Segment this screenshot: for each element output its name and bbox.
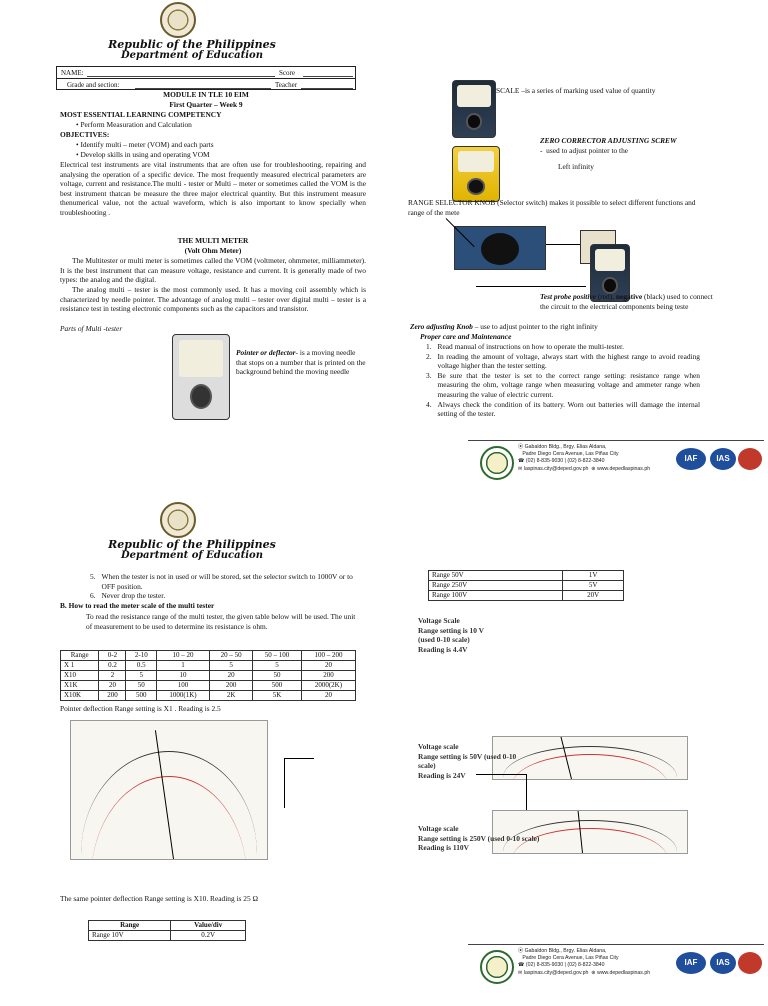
table-cell: 5 [126,671,157,681]
table-header-row [89,921,246,931]
score-field[interactable] [303,76,353,77]
table-cell: 1V [563,571,624,581]
footer-address-1: ⦿ Gabaldon Bldg., Brgy. Elias Aldana, [518,948,607,954]
multimeter-title: THE MULTI METER [177,236,249,245]
table-header-cell: 10 – 20 [157,651,210,661]
objective-item: • Develop skills in using and operating VOM [76,150,210,159]
module-page-1 [0,0,768,498]
table-cell: 2 [99,671,126,681]
multimeter-paragraph-1: The Multitester or multi meter is sometimes called the VOM (voltmeter, ohmmeter, milliammeter). It is the best instrument that can measure voltage, resistance and current. It is generally made of two types: the analog and the digital. [60,256,366,285]
republic-heading: Republic of the Philippines [108,538,276,551]
competency-heading: MOST ESSENTIAL LEARNING COMPETENCY [60,110,222,119]
table-header-cell: 0-2 [99,651,126,661]
range-selector-photo [454,226,546,270]
table-row [429,591,624,601]
table-cell: 100 [157,681,210,691]
department-heading: Department of Education [121,50,263,61]
table-cell: 2000(2K) [301,681,355,691]
name-label: NAME: [61,69,84,77]
multitester-photo [172,334,230,420]
pointer-arrow [546,244,580,245]
section-b-text: To read the resistance range of the multi tester, the given table below will be used. The unit of measurement to be used to determine its resistance is ohm. [86,612,356,631]
table-header-cell: 20 – 50 [209,651,252,661]
table-cell: 50 [253,671,302,681]
ias-logo-icon: IAS [710,952,736,974]
intro-paragraph: Electrical test instruments are vital instruments that are often use for troubleshooting, repairing and analysing the operation of a specific device. The most frequently measured electrical parameters are voltage, current and resistance.The multi - tester or Multi – meter or sometimes called the VOM is the best instrument thatcan be measure the three major electrical quantity. But this instrument measure thenumerical value, not the actual waveform, which is also important to know specially when troubleshooting . [60,160,366,217]
module-title: MODULE IN TLE 10 EIM [163,90,249,99]
iso-logo-icon [738,448,762,470]
table-cell: 0.2V [171,931,246,941]
table-cell: 1 [157,661,210,671]
parts-label: Parts of Multi -tester [60,324,123,333]
care-heading: Proper care and Maintenance [420,332,512,341]
zero-knob-text: Zero adjusting Knob – use to adjust pointer to the right infinity [410,322,598,331]
scale-description: SCALE –is a series of marking used value of quantity [496,86,656,95]
table-cell: 20V [563,591,624,601]
care-item-1: 1. Read manual of instructions on how to operate the multi-tester. [426,342,624,351]
table-row [61,681,356,691]
table-cell: Range 250V [429,581,563,591]
iso-logo-icon [738,952,762,974]
table-cell: 20 [99,681,126,691]
table-cell: 20 [301,661,355,671]
grade-label: Grade and section: [67,81,120,89]
table-cell: Range 10V [89,931,171,941]
table-cell: 5 [209,661,252,671]
care-item-5: 5. When the tester is not in used or will be stored, set the selector switch to 1000V or to OFF position. [90,572,353,591]
iaf-logo-icon: IAF [676,448,706,470]
table-cell: 10 [157,671,210,681]
voltage-scale-1-caption: Voltage Scale Range setting is 10 V (used 0-10 scale) Reading is 4.4V [418,616,484,654]
table-cell: 200 [99,691,126,701]
value-per-division-table-continued [428,570,624,601]
table-row [61,661,356,671]
table-header-cell: Range [61,651,99,661]
same-deflection-caption: The same pointer deflection Range setting is X10. Reading is 25 Ω [60,894,259,903]
table-cell: X10 [61,671,99,681]
iaf-logo-icon: IAF [676,952,706,974]
table-header-cell: 100 – 200 [301,651,355,661]
school-division-seal-icon [480,950,514,984]
footer-email: ✉ laspinas.city@deped.gov.ph ⊕ www.depedlaspinas.ph [518,969,651,976]
ias-logo-icon: IAS [710,448,736,470]
objectives-heading: OBJECTIVES: [60,130,110,139]
footer-address-2: Padre Diego Cera Avenue, Las Piñas City [522,955,619,962]
table-header-row [61,651,356,661]
objective-item: • Identify multi – meter (VOM) and each parts [76,140,214,149]
table-cell: 50 [126,681,157,691]
multimeter-subtitle: (Volt Ohm Meter) [184,246,242,255]
footer-phone: ☎ (02) 8-835-9030 | (02) 8-822-3840 [518,962,605,969]
table-cell: Range 50V [429,571,563,581]
table-cell: 0.2 [99,661,126,671]
resistance-range-table [60,650,356,701]
section-b-heading: B. How to read the meter scale of the multi tester [60,601,215,610]
certification-logos [676,952,766,978]
table-header-cell: 50 – 100 [253,651,302,661]
pointer-arrow [476,286,586,287]
table-row [89,931,246,941]
value-per-division-table [88,920,246,941]
footer-contact [518,444,650,473]
table-header-cell: Value/div [171,921,246,931]
table-cell: 0.5 [126,661,157,671]
zero-corrector-text: - used to adjust pointer to the [540,146,629,155]
ohm-scale-image [70,720,268,860]
care-list [426,342,700,419]
care-item-3: 3. Be sure that the tester is set to the correct range setting: resistance range when measuring the ohm, voltage range when measuring voltage and ammeter range when measuring the value of electric current. [426,370,700,399]
table-cell: 1000(1K) [157,691,210,701]
footer-phone: ☎ (02) 8-835-9030 | (02) 8-822-3840 [518,458,605,465]
pointer-deflection-caption: Pointer deflection Range setting is X1 . Reading is 2.5 [60,704,221,713]
table-cell: 500 [253,681,302,691]
range-selector-text: RANGE SELECTOR KNOB (Selector switch) makes it possible to select different functions and range of the mete [408,198,696,217]
table-header-cell: Range [89,921,171,931]
care-item-6: 6. Never drop the tester. [90,591,166,601]
table-row [61,691,356,701]
department-heading: Department of Education [121,550,263,561]
certification-logos [676,448,766,474]
republic-heading: Republic of the Philippines [108,38,276,51]
voltage-scale-2-caption: Voltage scale Range setting is 50V (used 0-10 scale) Reading is 24V [418,742,517,780]
test-probe-text: Test probe positive (red), negative (black) used to connect the circuit to the electrical components being teste [540,292,713,311]
table-row [429,571,624,581]
table-cell: 200 [209,681,252,691]
multimeter-image-scale [452,80,496,138]
deped-seal-icon [160,2,196,38]
table-cell: 5K [253,691,302,701]
competency-item: • Perform Measuration and Calculation [76,120,192,129]
multimeter-paragraph-2: The analog multi – tester is the most commonly used. It has a moving coil assembly which is characterized by needle pointer. The advantage of analog multi – tester over digital multi – tester is a resistance test in testing electronic components such as the capacitors and transistor. [60,285,366,314]
footer-address-2: Padre Diego Cera Avenue, Las Piñas City [522,451,619,458]
table-row [61,671,356,681]
teacher-label: Teacher [275,81,298,89]
pointer-description: Pointer or deflector- is a moving needle that stops on a number that is printed on the background behind the moving needle [236,348,366,377]
table-cell: 200 [301,671,355,681]
table-cell: 2K [209,691,252,701]
table-cell: 5V [563,581,624,591]
care-item-4: 4. Always check the condition of its battery. Worn out batteries will damage the internal setting of the tester. [426,399,700,419]
table-cell: 500 [126,691,157,701]
meter-face [179,340,224,377]
student-info-box [56,66,356,90]
table-cell: 5 [253,661,302,671]
zero-corrector-text2: Left infinity [558,162,594,171]
footer-address-1: ⦿ Gabaldon Bldg., Brgy. Elias Aldana, [518,444,607,450]
table-header-cell: 2-10 [126,651,157,661]
score-label: Score [279,69,295,77]
name-field[interactable] [87,76,275,77]
school-division-seal-icon [480,446,514,480]
teacher-field[interactable] [301,88,353,89]
care-item-2: 2. In reading the amount of voltage, always start with the highest range to avoid reading voltage higher than the tester setting. [426,351,700,371]
table-cell: 20 [209,671,252,681]
table-cell: Range 100V [429,591,563,601]
grade-field[interactable] [135,88,271,89]
footer-email: ✉ laspinas.city@deped.gov.ph ⊕ www.depedlaspinas.ph [518,465,651,472]
table-cell: X 1 [61,661,99,671]
selector-dial [190,384,212,409]
module-page-2 [0,498,768,1006]
voltage-scale-3-caption: Voltage scale Range setting is 250V (used 0-10 scale) Reading is 110V [418,824,540,853]
multimeter-image-zero [452,146,500,202]
table-cell: X10K [61,691,99,701]
table-row [429,581,624,591]
footer-contact [518,948,650,977]
quarter-title: First Quarter – Week 9 [169,100,243,109]
table-cell: 20 [301,691,355,701]
table-cell: X1K [61,681,99,691]
zero-corrector-title: ZERO CORRECTOR ADJUSTING SCREW [540,136,677,145]
care-list-continued [90,572,362,601]
deped-seal-icon [160,502,196,538]
